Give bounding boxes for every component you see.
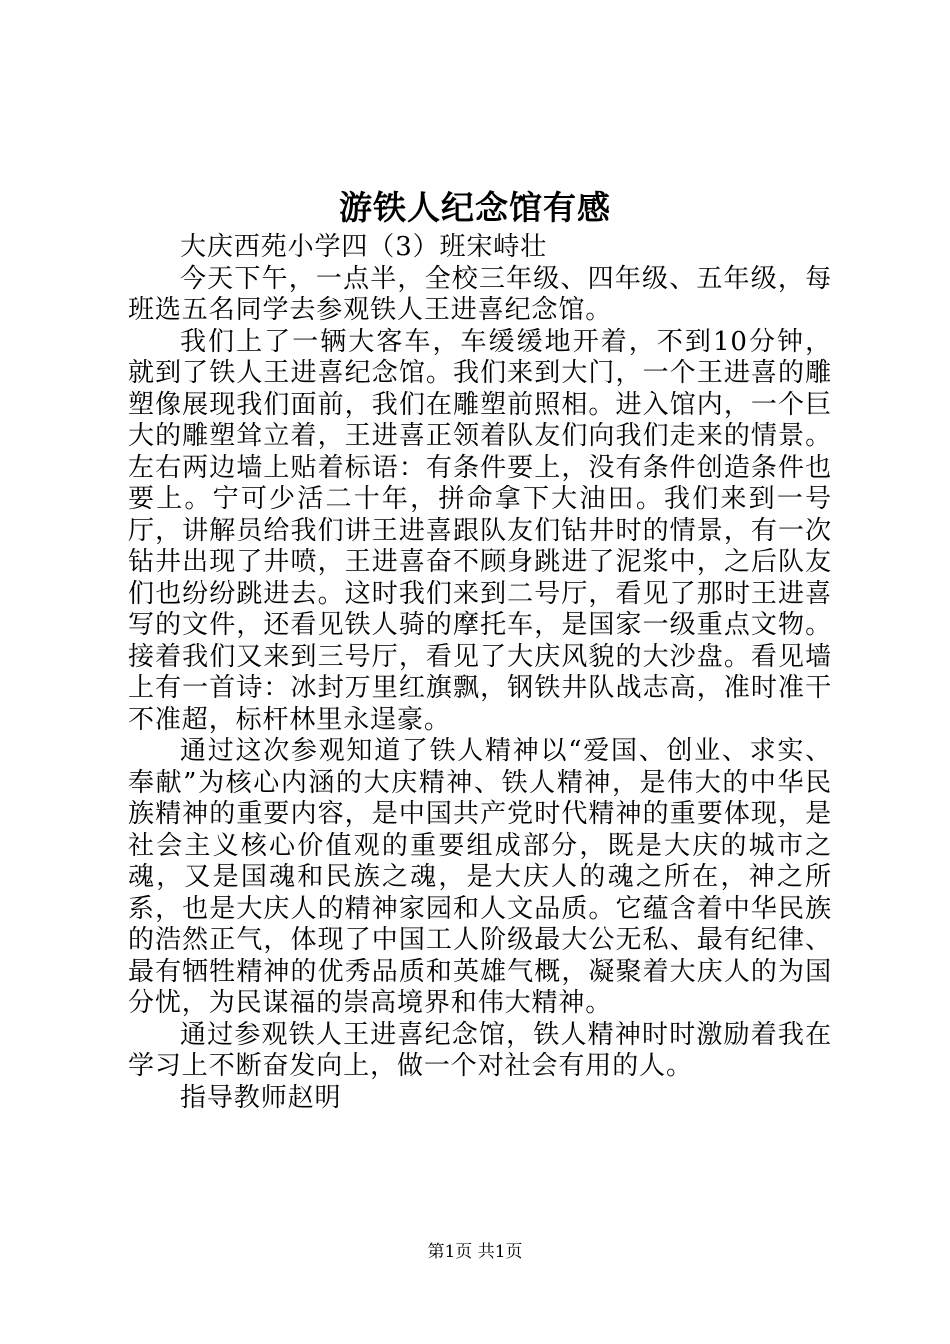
paragraph-1: 今天下午，一点半，全校三年级、四年级、五年级，每班选五名同学去参观铁人王进喜纪念馆。 xyxy=(128,263,832,325)
teacher-line: 指导教师赵明 xyxy=(180,1082,342,1113)
paragraph-2: 我们上了一辆大客车，车缓缓地开着，不到10分钟，就到了铁人王进喜纪念馆。我们来到大门，一个王进喜的雕塑像展现我们面前，我们在雕塑前照相。进入馆内，一个巨大的雕塑耸立着，王进喜正领着队友们向我们走来的情景。左右两边墙上贴着标语：有条件要上，没有条件创造条件也要上。宁可少活二十年，拼命拿下大油田。我们来到一号厅，讲解员给我们讲王进喜跟队友们钻井时的情景，有一次钻井出现了井喷，王进喜奋不顾身跳进了泥浆中，之后队友们也纷纷跳进去。这时我们来到二号厅，看见了那时王进喜写的文件，还看见铁人骑的摩托车，是国家一级重点文物。接着我们又来到三号厅，看见了大庆风貌的大沙盘。看见墙上有一首诗：冰封万里红旗飘，钢铁井队战志高，准时准干不准超，标杆林里永逞豪。 xyxy=(128,326,832,735)
page-number-footer: 第1页 共1页 xyxy=(427,1242,523,1262)
document-title: 游铁人纪念馆有感 xyxy=(339,188,611,227)
document-body xyxy=(128,232,832,1114)
paragraph-4: 通过参观铁人王进喜纪念馆，铁人精神时时激励着我在学习上不断奋发向上，做一个对社会有用的人。 xyxy=(128,1019,832,1081)
paragraph-3: 通过这次参观知道了铁人精神以“爱国、创业、求实、奉献”为核心内涵的大庆精神、铁人精神，是伟大的中华民族精神的重要内容，是中国共产党时代精神的重要体现，是社会主义核心价值观的重要组成部分，既是大庆的城市之魂，又是国魂和民族之魂，是大庆人的魂之所在，神之所系，也是大庆人的精神家园和人文品质。它蕴含着中华民族的浩然正气，体现了中国工人阶级最大公无私、最有纪律、最有牺牲精神的优秀品质和英雄气概，凝聚着大庆人的为国分忧，为民谋福的崇高境界和伟大精神。 xyxy=(128,736,832,1018)
author-line: 大庆西苑小学四（3）班宋峙壮 xyxy=(180,232,548,262)
